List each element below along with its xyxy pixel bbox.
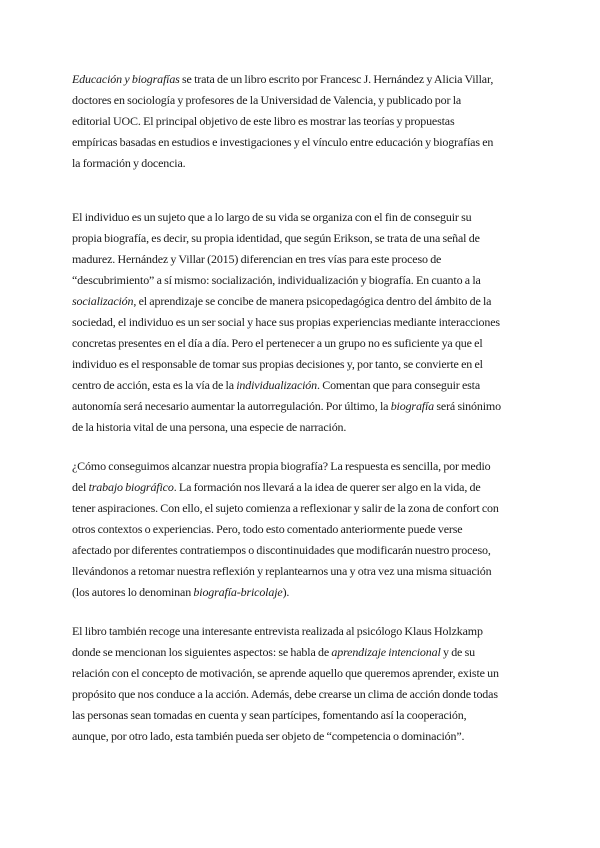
text-line — [72, 207, 532, 228]
text-run: ¿Cómo conseguimos alcanzar nuestra propia biografía? La respuesta es sencilla, por medio — [72, 459, 491, 473]
text-run: del — [72, 480, 89, 494]
text-line — [72, 642, 532, 663]
text-line — [72, 684, 532, 705]
text-run: (los autores lo denominan — [72, 585, 194, 599]
italic-term: biografía-bricolaje — [193, 585, 283, 599]
text-run: afectado por diferentes contratiempos o discontinuidades que modificarán nuestro proceso, — [72, 543, 491, 557]
italic-term: aprendizaje intencional — [331, 645, 441, 659]
text-line — [72, 228, 532, 249]
text-line — [72, 477, 532, 498]
text-run: “descubrimiento” a sí mismo: socialización, individualización y biografía. En cuanto a la — [72, 273, 481, 287]
text-run: propósito que nos conduce a la acción. Además, debe crearse un clima de acción donde todas — [72, 687, 498, 701]
text-run: El libro también recoge una interesante entrevista realizada al psicólogo Klaus Holzkamp — [72, 624, 483, 638]
text-run: se trata de un libro escrito por Francesc J. Hernández y Alicia Villar, — [179, 72, 494, 86]
text-run: otros contextos o experiencias. Pero, todo esto comentado anteriormente puede verse — [72, 522, 463, 536]
text-line — [72, 705, 532, 726]
italic-term: socialización — [72, 294, 134, 308]
italic-term: trabajo biográfico — [88, 480, 174, 494]
text-line — [72, 111, 532, 132]
italic-term: biografía — [390, 399, 435, 413]
text-run: la formación y docencia. — [72, 156, 186, 170]
text-line — [72, 354, 532, 375]
text-run: autonomía será necesario aumentar la autorregulación. Por último, la — [72, 399, 391, 413]
text-line — [72, 291, 532, 312]
paragraph-intro — [72, 69, 532, 174]
text-line — [72, 153, 532, 174]
text-line — [72, 249, 532, 270]
text-run: propia biografía, es decir, su propia identidad, que según Erikson, se trata de una señal de — [72, 231, 480, 245]
paragraph-interview — [72, 621, 532, 747]
text-run: centro de acción, esta es la vía de la — [72, 378, 237, 392]
text-run: empíricas basadas en estudios e investigaciones y el vínculo entre educación y biografías en — [72, 135, 494, 149]
text-line — [72, 519, 532, 540]
text-run: de la historia vital de una persona, una especie de narración. — [72, 420, 347, 434]
text-run: llevándonos a retomar nuestra reflexión y replantearnos una y otra vez una misma situación — [72, 564, 492, 578]
text-run: ). — [282, 585, 290, 599]
text-line — [72, 312, 532, 333]
text-line — [72, 375, 532, 396]
text-run: donde se mencionan los siguientes aspectos: se habla de — [72, 645, 332, 659]
text-line — [72, 90, 532, 111]
text-run: aunque, por otro lado, esta también pueda ser objeto de “competencia o dominación”. — [72, 729, 465, 743]
italic-term: individualización — [236, 378, 318, 392]
text-line — [72, 132, 532, 153]
text-line — [72, 456, 532, 477]
text-line — [72, 498, 532, 519]
text-line — [72, 333, 532, 354]
text-run: y de su — [440, 645, 475, 659]
text-line — [72, 621, 532, 642]
text-run: las personas sean tomadas en cuenta y sean partícipes, fomentando así la cooperación, — [72, 708, 467, 722]
text-line — [72, 69, 532, 90]
text-run: madurez. Hernández y Villar (2015) diferencian en tres vías para este proceso de — [72, 252, 442, 266]
text-run: individuo es el responsable de tomar sus propias decisiones y, por tanto, se convierte en el — [72, 357, 483, 371]
text-run: relación con el concepto de motivación, se aprende aquello que queremos aprender, existe un — [72, 666, 499, 680]
text-line — [72, 582, 532, 603]
text-line — [72, 270, 532, 291]
paragraph-individual — [72, 207, 532, 438]
text-run: será sinónimo — [434, 399, 501, 413]
text-run: . Comentan que para conseguir esta — [317, 378, 481, 392]
text-run: El individuo es un sujeto que a lo largo de su vida se organiza con el fin de conseguir su — [72, 210, 472, 224]
text-line — [72, 726, 532, 747]
text-run: doctores en sociología y profesores de la Universidad de Valencia, y publicado por la — [72, 93, 462, 107]
text-line — [72, 417, 532, 438]
text-line — [72, 663, 532, 684]
text-run: concretas presentes en el día a día. Pero el pertenecer a un grupo no es suficiente ya que el — [72, 336, 483, 350]
italic-term: Educación y biografías — [72, 72, 180, 86]
text-run: sociedad, el individuo es un ser social y hace sus propias experiencias mediante interacciones — [72, 315, 500, 329]
paragraph-biographical-work — [72, 456, 532, 603]
text-line — [72, 396, 532, 417]
text-run: . La formación nos llevará a la idea de querer ser algo en la vida, de — [173, 480, 481, 494]
text-line — [72, 540, 532, 561]
text-run: editorial UOC. El principal objetivo de este libro es mostrar las teorías y propuestas — [72, 114, 455, 128]
text-run: tener aspiraciones. Con ello, el sujeto comienza a reflexionar y salir de la zona de confort con — [72, 501, 499, 515]
text-line — [72, 561, 532, 582]
text-run: , el aprendizaje se concibe de manera psicopedagógica dentro del ámbito de la — [133, 294, 492, 308]
